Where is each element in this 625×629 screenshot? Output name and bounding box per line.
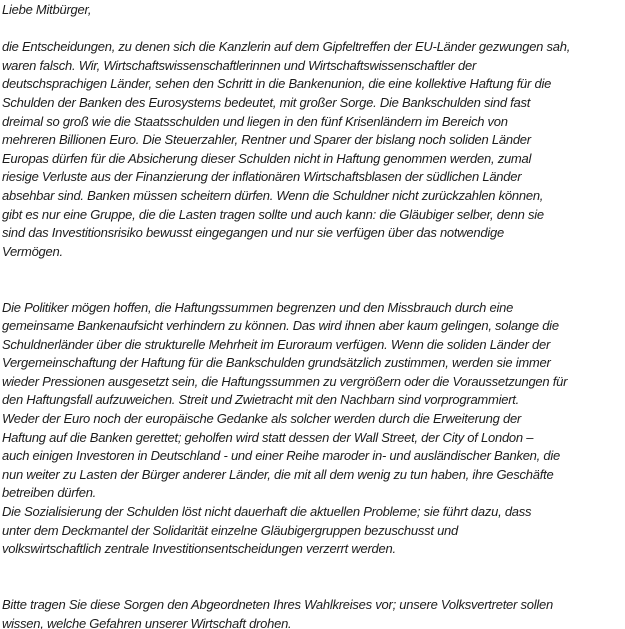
text-line: gibt es nur eine Gruppe, die die Lasten tragen sollte und auch kann: die Gläubiger selber, denn sie [2, 206, 544, 222]
text-line: mehreren Billionen Euro. Die Steuerzahler, Rentner und Sparer der bislang noch soliden Länder [2, 132, 531, 148]
paragraph-3 [2, 503, 625, 559]
text-line: unter dem Deckmantel der Solidarität einzelne Gläubigergruppen bezuschusst und [2, 522, 459, 538]
text-line: riesige Verluste aus der Finanzierung der inflationären Wirtschaftsblasen der südlichen Länder [2, 169, 522, 185]
text-line: betreiben dürfen. [2, 485, 97, 501]
text-line: waren falsch. Wir, Wirtschaftswissenschaftlerinnen und Wirtschaftswissenschaftler der [2, 57, 477, 73]
paragraph-4 [2, 596, 625, 629]
text-line: wieder Pressionen ausgesetzt sein, die Haftungssummen zu vergrößern oder die Voraussetzungen für [2, 373, 568, 389]
text-line: Die Sozialisierung der Schulden löst nicht dauerhaft die aktuellen Probleme; sie führt dazu, dass [2, 504, 532, 520]
text-line: absehbar sind. Banken müssen scheitern dürfen. Wenn die Schuldner nicht zurückzahlen können, [2, 187, 544, 203]
text-line: volkswirtschaftlich zentrale Investitionsentscheidungen verzerrt werden. [2, 541, 396, 557]
paragraph-1 [2, 38, 625, 261]
text-line: Liebe Mitbürger, [2, 2, 92, 17]
text-line: auch einigen Investoren in Deutschland - und einer Reihe maroder in- und ausländischer Banken, die [2, 448, 560, 464]
text-line: deutschsprachigen Länder, sehen den Schritt in die Bankenunion, die eine kollektive Haftung für die [2, 76, 552, 92]
text-line: Europas dürfen für die Absicherung dieser Schulden nicht in Haftung genommen werden, zumal [2, 150, 532, 166]
text-line: nun weiter zu Lasten der Bürger anderer Länder, die mit all dem wenig zu tun haben, ihre Geschäfte [2, 466, 554, 482]
blank-line-gap [2, 559, 625, 596]
salutation [2, 1, 625, 20]
text-line: Schuldnerländer über die strukturelle Mehrheit im Euroraum verfügen. Wenn die soliden Länder der [2, 336, 551, 352]
blank-line-gap [2, 20, 625, 39]
text-line: Die Politiker mögen hoffen, die Haftungssummen begrenzen und den Missbrauch durch eine [2, 299, 514, 315]
text-line: gemeinsame Bankenaufsicht verhindern zu können. Das wird ihnen aber kaum gelingen, solange die [2, 318, 559, 334]
text-line: den Haftungsfall aufzuweichen. Streit und Zwietracht mit den Nachbarn sind vorprogrammiert. [2, 392, 520, 408]
text-line: wissen, welche Gefahren unserer Wirtschaft drohen. [2, 615, 292, 629]
text-line: Bitte tragen Sie diese Sorgen den Abgeordneten Ihres Wahlkreises vor; unsere Volksvertreter sollen [2, 597, 553, 612]
text-line: dreimal so groß wie die Staatsschulden und liegen in den fünf Krisenländern im Bereich von [2, 113, 508, 129]
text-line: Schulden der Banken des Eurosystems bedeutet, mit großer Sorge. Die Bankschulden sind fast [2, 94, 531, 110]
text-line: Weder der Euro noch der europäische Gedanke als solcher werden durch die Erweiterung der [2, 411, 522, 427]
text-line: Haftung auf die Banken gerettet; geholfen wird statt dessen der Wall Street, der City of London – [2, 429, 534, 445]
paragraph-2 [2, 299, 625, 504]
text-line: Vergemeinschaftung der Haftung für die Bankschulden grundsätzlich zustimmen, werden sie immer [2, 355, 551, 371]
text-line: sind das Investitionsrisiko bewusst eingegangen und nur sie verfügen über das notwendige [2, 225, 504, 241]
blank-line-gap [2, 261, 625, 298]
text-line: die Entscheidungen, zu denen sich die Kanzlerin auf dem Gipfeltreffen der EU-Länder gezwungen sah, [2, 39, 571, 55]
text-line: Vermögen. [2, 243, 63, 259]
letter-body [2, 1, 625, 629]
